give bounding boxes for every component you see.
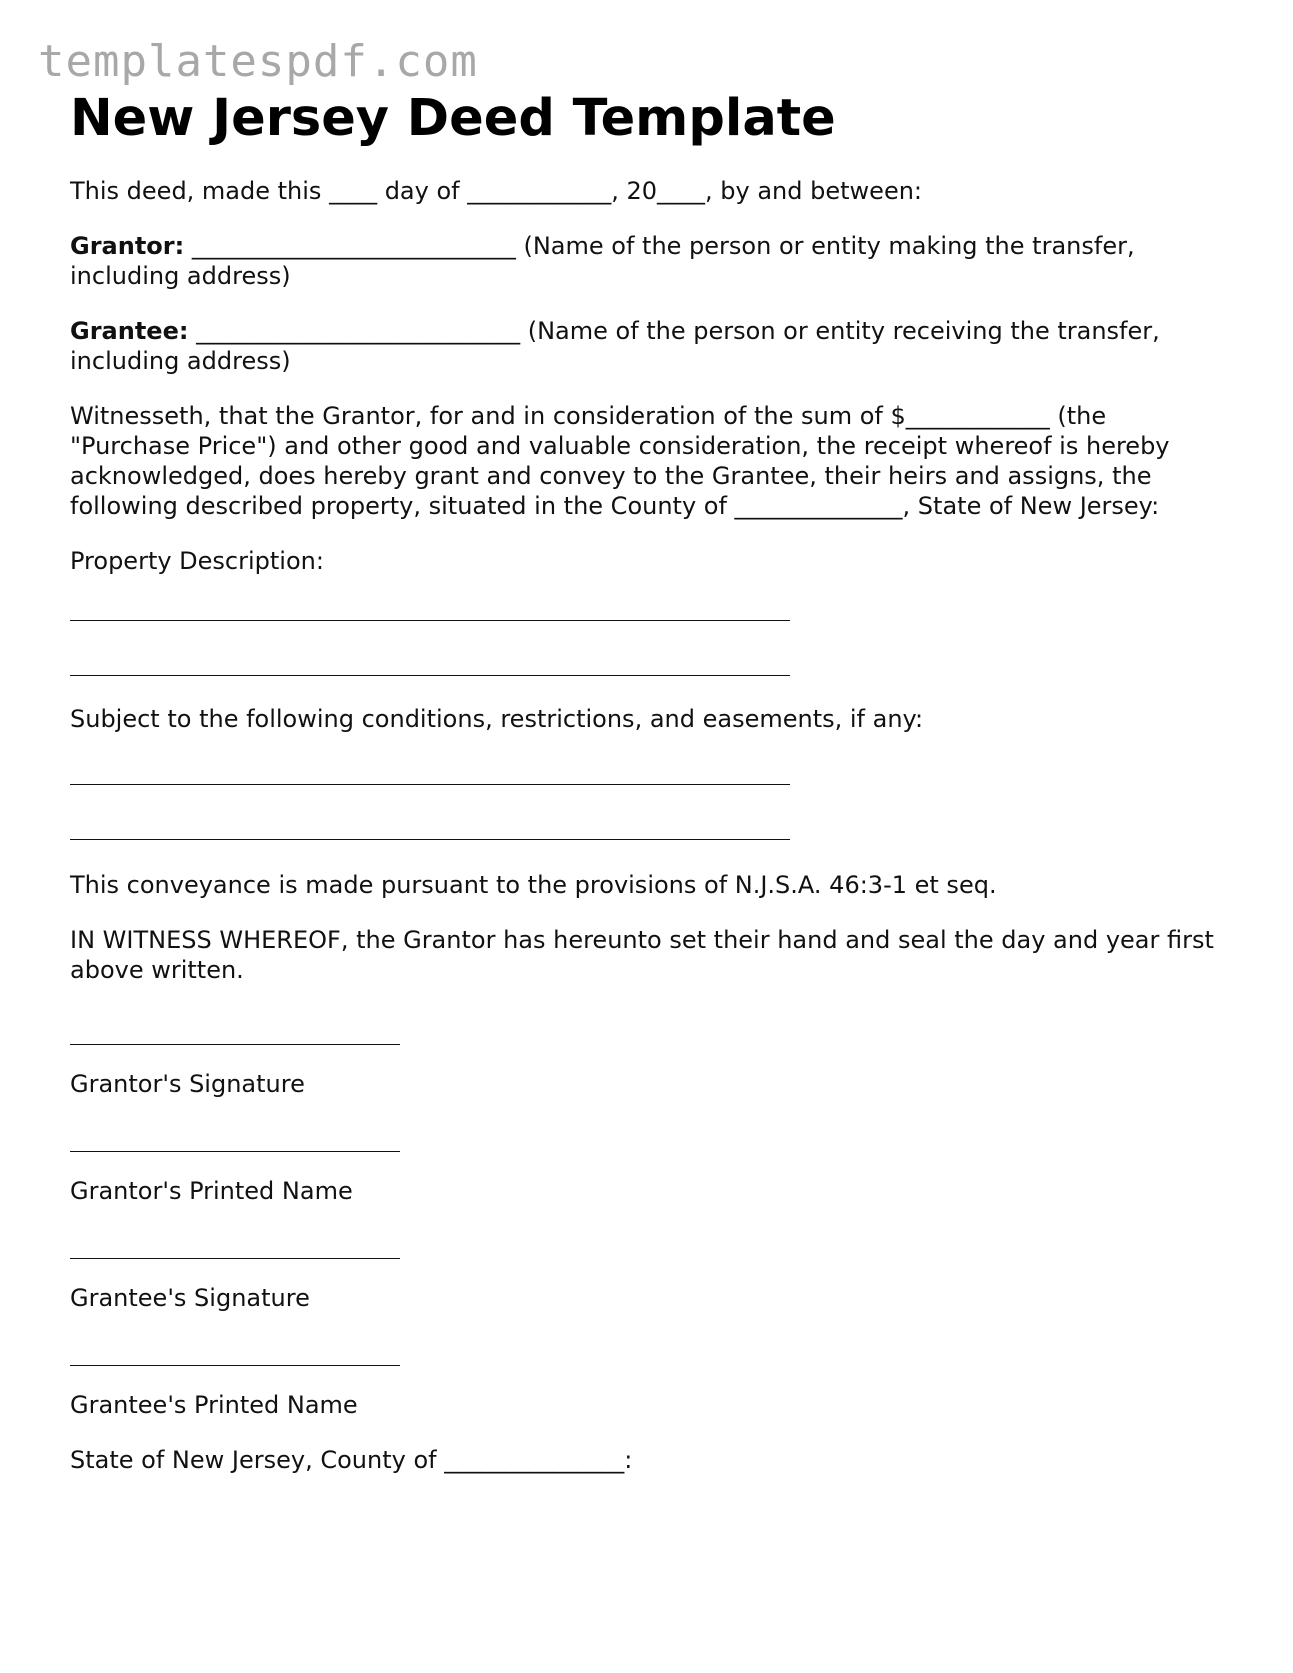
document-title: New Jersey Deed Template [70, 89, 836, 148]
grantee-printed-name-label: Grantee's Printed Name [70, 1391, 358, 1420]
state-county-line: State of New Jersey, County of _______________: [70, 1446, 633, 1475]
deed-date-line: This deed, made this ____ day of ____________, 20____, by and between: [70, 177, 922, 206]
conditions-line-2 [70, 839, 790, 840]
property-description-line-1 [70, 620, 790, 621]
document-body [70, 88, 1230, 1475]
property-description-line-2 [70, 675, 790, 676]
conveyance-paragraph: This conveyance is made pursuant to the provisions of N.J.S.A. 46:3-1 et seq. [70, 871, 997, 900]
grantor-paragraph [70, 231, 1230, 291]
property-description-label: Property Description: [70, 547, 324, 576]
witnesseth-paragraph: Witnesseth, that the Grantor, for and in consideration of the sum of $____________ (the "Purchase Price") and other good and valuable consideration, the receipt whereof is hereby acknowledged, does hereby grant and convey to the Grantee, their heirs and assigns, the following described property, situated in the County of ______________, State of New Jersey: [70, 402, 1170, 521]
grantor-signature-label: Grantor's Signature [70, 1070, 305, 1099]
grantee-label: Grantee: [70, 317, 189, 346]
grantee-text: ___________________________ (Name of the person or entity receiving the transfer, including address) [70, 317, 1160, 376]
grantee-paragraph [70, 316, 1230, 376]
in-witness-paragraph: IN WITNESS WHEREOF, the Grantor has hereunto set their hand and seal the day and year first above written. [70, 926, 1214, 985]
watermark: templatespdf.com [38, 36, 478, 87]
grantor-text: ___________________________ (Name of the person or entity making the transfer, including address) [70, 232, 1135, 291]
grantor-printed-name-label: Grantor's Printed Name [70, 1177, 353, 1206]
grantee-signature-line [70, 1258, 400, 1259]
grantor-label: Grantor: [70, 232, 185, 261]
grantor-printed-name-line [70, 1151, 400, 1152]
grantee-signature-label: Grantee's Signature [70, 1284, 310, 1313]
grantee-printed-name-line [70, 1365, 400, 1366]
grantor-signature-line [70, 1044, 400, 1045]
subject-to-paragraph: Subject to the following conditions, restrictions, and easements, if any: [70, 705, 924, 734]
conditions-line-1 [70, 784, 790, 785]
